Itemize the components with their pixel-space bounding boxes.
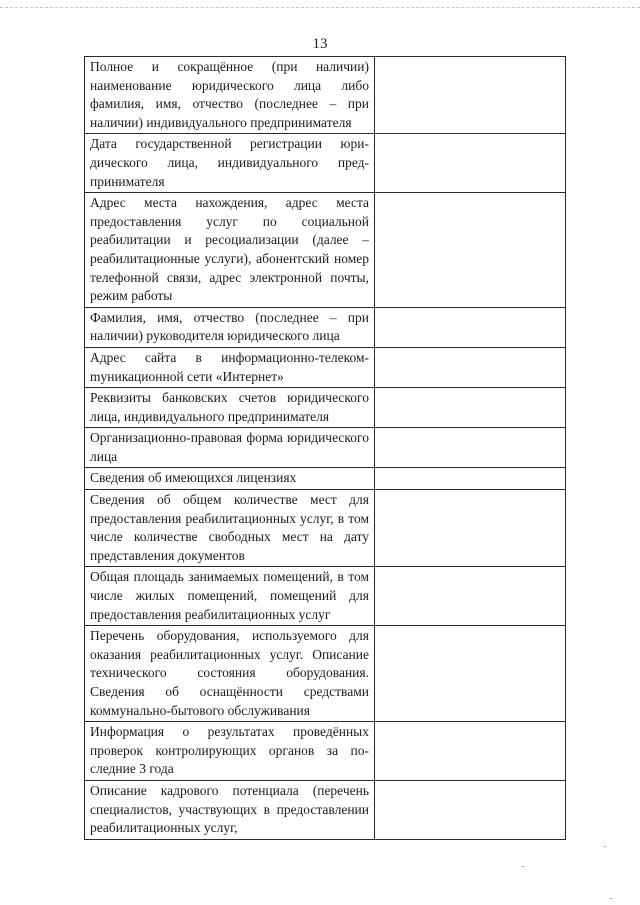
scan-speck xyxy=(604,846,606,847)
table-row xyxy=(85,567,566,626)
row-value xyxy=(375,722,566,781)
scan-speck xyxy=(522,866,524,867)
row-label: Общая площадь занимаемых помещений, в том числе жилых помещений, помещений для предоставления реабилитационных услуг xyxy=(85,567,375,626)
table-row xyxy=(85,388,566,428)
table-row xyxy=(85,722,566,781)
scan-edge-line xyxy=(0,7,640,8)
table-row xyxy=(85,347,566,387)
row-value xyxy=(375,57,566,134)
row-label: Фамилия, имя, отчество (последнее – при наличии) руководителя юридического лица xyxy=(85,307,375,347)
table-row xyxy=(85,780,566,839)
row-label: Информация о результатах проведённых проверок контролирующих органов за последние 3 года xyxy=(85,722,375,781)
row-label: Полное и сокращённое (при наличии) наименование юридического лица либо фамилия, имя, отчество (последнее – при наличии) индивидуального предпринимателя xyxy=(85,57,375,134)
row-label: Сведения об имеющихся лицензиях xyxy=(85,468,375,490)
row-value xyxy=(375,780,566,839)
row-label: Реквизиты банковских счетов юридического лица, индивидуального предпринимателя xyxy=(85,388,375,428)
row-value xyxy=(375,193,566,308)
row-value xyxy=(375,388,566,428)
applicant-info-table xyxy=(84,56,566,840)
page-number: 13 xyxy=(312,36,328,52)
table-row xyxy=(85,57,566,134)
row-value xyxy=(375,626,566,722)
table-row xyxy=(85,468,566,490)
table-body xyxy=(85,57,566,840)
table-row xyxy=(85,134,566,193)
row-label: Перечень оборудования, используемого для оказания реабилитационных услуг. Описание технического состояния оборудования. Сведения об оснащённости средствами коммунально-бытового обслуживания xyxy=(85,626,375,722)
row-label: Адрес сайта в информационно-телекомmуникационной сети «Интернет» xyxy=(85,347,375,387)
row-label: Адрес места нахождения, адрес места предоставления услуг по социальной реабилитации и ресоциализации (далее – реабилитационные услуги), абонентский номер телефонной связи, адрес электронной почты, режим работы xyxy=(85,193,375,308)
table-row xyxy=(85,490,566,567)
table-row xyxy=(85,428,566,468)
row-value xyxy=(375,347,566,387)
table-row xyxy=(85,626,566,722)
scan-speck xyxy=(610,898,612,899)
row-value xyxy=(375,307,566,347)
row-label: Организационно-правовая форма юридического лица xyxy=(85,428,375,468)
table-row xyxy=(85,307,566,347)
row-label: Сведения об общем количестве мест для предоставления реабилитационных услуг, в том числе количестве свободных мест на дату представления документов xyxy=(85,490,375,567)
row-label: Дата государственной регистрации юридического лица, индивидуального предпринимателя xyxy=(85,134,375,193)
row-label: Описание кадрового потенциала (перечень специалистов, участвующих в предоставлении реабилитационных услуг, xyxy=(85,780,375,839)
row-value xyxy=(375,134,566,193)
row-value xyxy=(375,428,566,468)
row-value xyxy=(375,567,566,626)
row-value xyxy=(375,490,566,567)
row-value xyxy=(375,468,566,490)
table-row xyxy=(85,193,566,308)
